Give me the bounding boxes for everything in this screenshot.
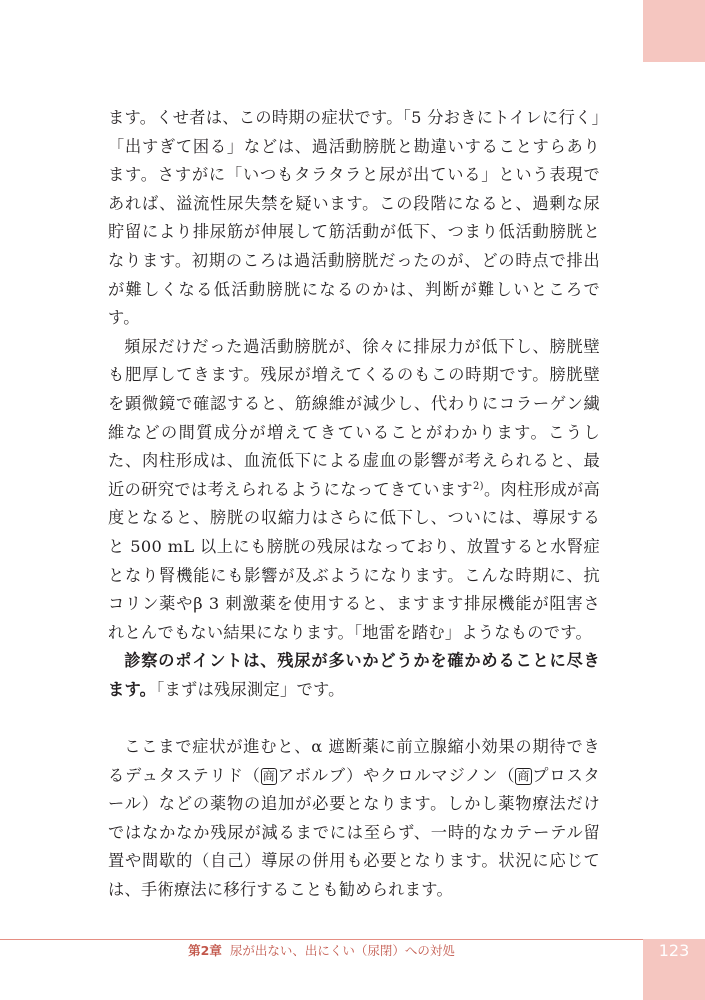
chapter-title: 尿が出ない、出にくい（尿閉）への対処 [229, 943, 455, 958]
paragraph-4-part-b: アボルブ）やクロルマジノン（ [277, 765, 516, 785]
paragraph-2 [108, 333, 600, 648]
paragraph-4-part-a: ここまで症状が進むと、α 遮断薬に前立腺縮小効果の期待できるデュタステリド（ [108, 737, 600, 785]
main-text [108, 104, 600, 905]
running-footer [0, 941, 643, 961]
paragraph-2-part-b: 。肉柱形成が高度となると、膀胱の収縮力はさらに低下し、ついには、導尿すると 500 mL 以上にも膀胱の残尿はなっており、放置すると水腎症となり腎機能にも影響が及ぶようになります。こんな時期に、抗コリン薬やβ 3 刺激薬を使用すると、ますます排尿機能が阻害されとんでもない結果になります。「地雷を踏む」ようなものです。 [108, 479, 600, 642]
paragraph-4-part-c: プロスタール）などの薬物の追加が必要となります。しかし薬物療法だけではなかなか残尿が減るまでには至らず、一時的なカテーテル留置や間歇的（自己）導尿の併用も必要となります。状況に応じては、手術療法に移行することも勧められます。 [108, 765, 600, 900]
paragraph-3 [108, 647, 600, 704]
corner-tab [643, 0, 705, 62]
paragraph-1: ます。くせ者は、この時期の症状です。「5 分おきにトイレに行く」「出すぎて困る」などは、過活動膀胱と勘違いすることすらあります。さすがに「いつもタラタラと尿が出ている」という表現であれば、溢流性尿失禁を疑います。この段階になると、過剰な尿貯留により排尿筋が伸展して筋活動が低下、つまり低活動膀胱となります。初期のころは過活動膀胱だったのが、どの時点で排出が難しくなる低活動膀胱になるのかは、判断が難しいところです。 [108, 108, 600, 328]
chapter-label: 第2章 [188, 943, 222, 958]
key-point: 診察のポイントは、残尿が多いかどうかを確かめることに尽きます。 [108, 651, 600, 699]
footer-rule [0, 939, 643, 940]
page-number: 123 [643, 939, 705, 1000]
trade-name-mark: 商 [517, 768, 530, 783]
paragraph-2-part-a: 頻尿だけだった過活動膀胱が、徐々に排尿力が低下し、膀胱壁も肥厚してきます。残尿が増えてくるのもこの時期です。膀胱壁を顕微鏡で確認すると、筋線維が減少し、代わりにコラーゲン繊維などの間質成分が増えてきていることがわかります。こうした、肉柱形成は、血流低下による虚血の影響が考えられると、最近の研究では考えられるようになってきています [108, 336, 600, 499]
paragraph-3-rest: 「まずは残尿測定」です。 [156, 679, 345, 699]
trade-name-mark: 商 [262, 768, 276, 783]
paragraph-4 [108, 733, 600, 905]
citation-ref: 2) [472, 480, 484, 492]
paragraph-gap [108, 704, 600, 733]
